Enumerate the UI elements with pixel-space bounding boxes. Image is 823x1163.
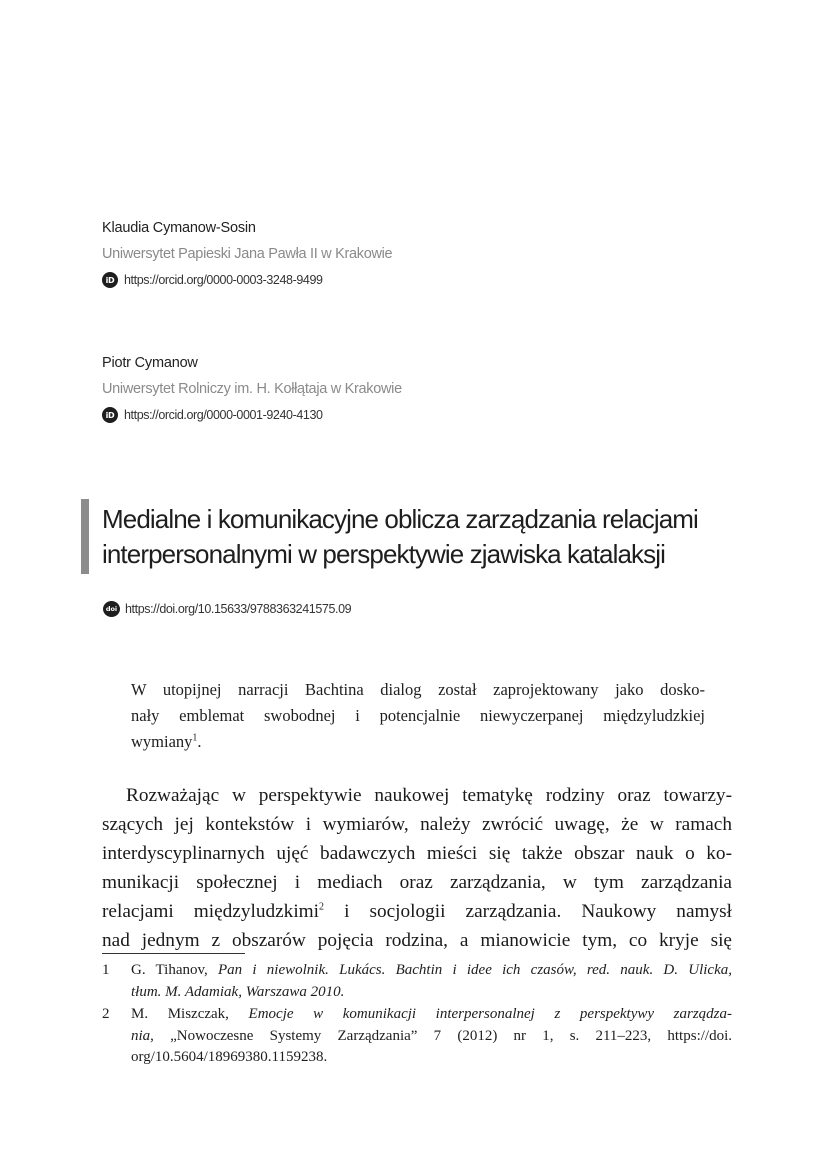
motto-line: W utopijnej narracji Bachtina dialog został zaprojektowany jako dosko- bbox=[131, 680, 705, 699]
doi-link[interactable]: https://doi.org/10.15633/9788363241575.09 bbox=[125, 602, 352, 616]
body-paragraph bbox=[102, 781, 732, 955]
motto-text: wymiany bbox=[131, 732, 193, 751]
footnote-1 bbox=[102, 960, 732, 1003]
footnote-line bbox=[131, 982, 732, 1004]
title-accent-bar bbox=[81, 499, 89, 574]
body-line: Rozważając w perspektywie naukowej tematykę rodziny oraz towarzy- bbox=[126, 785, 732, 806]
body-line: nad jednym z obszarów pojęcia rodzina, a mianowicie tym, co kryje się bbox=[102, 930, 732, 951]
footnote-text[interactable]: , „Nowoczesne Systemy Zarządzania” 7 (2012) nr 1, s. 211–223, https://doi. bbox=[150, 1027, 732, 1044]
footnote-2 bbox=[102, 1004, 732, 1069]
motto-line bbox=[131, 729, 705, 755]
orcid-link[interactable]: https://orcid.org/0000-0003-3248-9499 bbox=[124, 273, 323, 287]
footnote-title: Pan i niewolnik. Lukács. Bachtin i idee ich czasów, red. nauk. D. Ulicka, bbox=[218, 962, 732, 978]
footnote-number: 2 bbox=[102, 1006, 110, 1022]
doi-row bbox=[103, 600, 351, 618]
footnote-text: G. Tihanov, bbox=[131, 962, 219, 978]
footnotes bbox=[102, 960, 732, 1070]
footnote-title: nia bbox=[131, 1027, 151, 1044]
author-orcid bbox=[102, 271, 742, 289]
footnote-text: M. Miszczak, bbox=[131, 1006, 249, 1022]
author-name: Klaudia Cymanow-Sosin bbox=[102, 220, 256, 236]
footnote-divider bbox=[102, 953, 245, 954]
author-affiliation: Uniwersytet Papieski Jana Pawła II w Krakowie bbox=[102, 246, 393, 262]
footnote-number: 1 bbox=[102, 962, 110, 978]
title-line-1: Medialne i komunikacyjne oblicza zarządzania relacjami bbox=[102, 504, 698, 534]
footnote-line bbox=[131, 1004, 732, 1026]
author-block-1 bbox=[102, 219, 742, 289]
orcid-link[interactable]: https://orcid.org/0000-0001-9240-4130 bbox=[124, 408, 323, 422]
motto-quote bbox=[131, 677, 705, 755]
footnote-title: tłum. M. Adamiak, Warszawa 2010. bbox=[131, 983, 345, 1000]
body-line: munikacji społecznej i mediach oraz zarządzania, w tym zarządzania bbox=[102, 872, 732, 893]
body-text: i socjologii zarządzania. Naukowy namysł bbox=[324, 901, 732, 922]
article-title bbox=[102, 502, 762, 572]
author-name: Piotr Cymanow bbox=[102, 355, 198, 371]
motto-period: . bbox=[197, 732, 202, 751]
body-line bbox=[102, 897, 732, 926]
footnote-ref-2[interactable]: 2 bbox=[319, 901, 325, 913]
footnote-line[interactable]: org/10.5604/18969380.1159238. bbox=[131, 1049, 328, 1065]
author-orcid bbox=[102, 406, 742, 424]
footnote-ref-1[interactable]: 1 bbox=[192, 732, 198, 744]
author-affiliation: Uniwersytet Rolniczy im. H. Kołłątaja w Krakowie bbox=[102, 381, 402, 397]
title-line-2: interpersonalnymi w perspektywie zjawiska katalaksji bbox=[102, 539, 665, 569]
body-line: interdyscyplinarnych ujęć badawczych mieści się także obszar nauk o ko- bbox=[102, 843, 732, 864]
orcid-icon: iD bbox=[102, 407, 118, 423]
footnote-line bbox=[131, 960, 732, 982]
footnote-title: Emocje w komunikacji interpersonalnej z perspektywy zarządza- bbox=[248, 1006, 733, 1022]
doi-icon: doi bbox=[103, 601, 120, 617]
body-text: relacjami międzyludzkimi bbox=[102, 901, 320, 922]
footnote-line bbox=[131, 1026, 732, 1048]
orcid-icon: iD bbox=[102, 272, 118, 288]
author-block-2 bbox=[102, 354, 742, 424]
motto-line: nały emblemat swobodnej i potencjalnie niewyczerpanej międzyludzkiej bbox=[131, 706, 705, 725]
body-line: szących jej kontekstów i wymiarów, należy zwrócić uwagę, że w ramach bbox=[102, 814, 732, 835]
